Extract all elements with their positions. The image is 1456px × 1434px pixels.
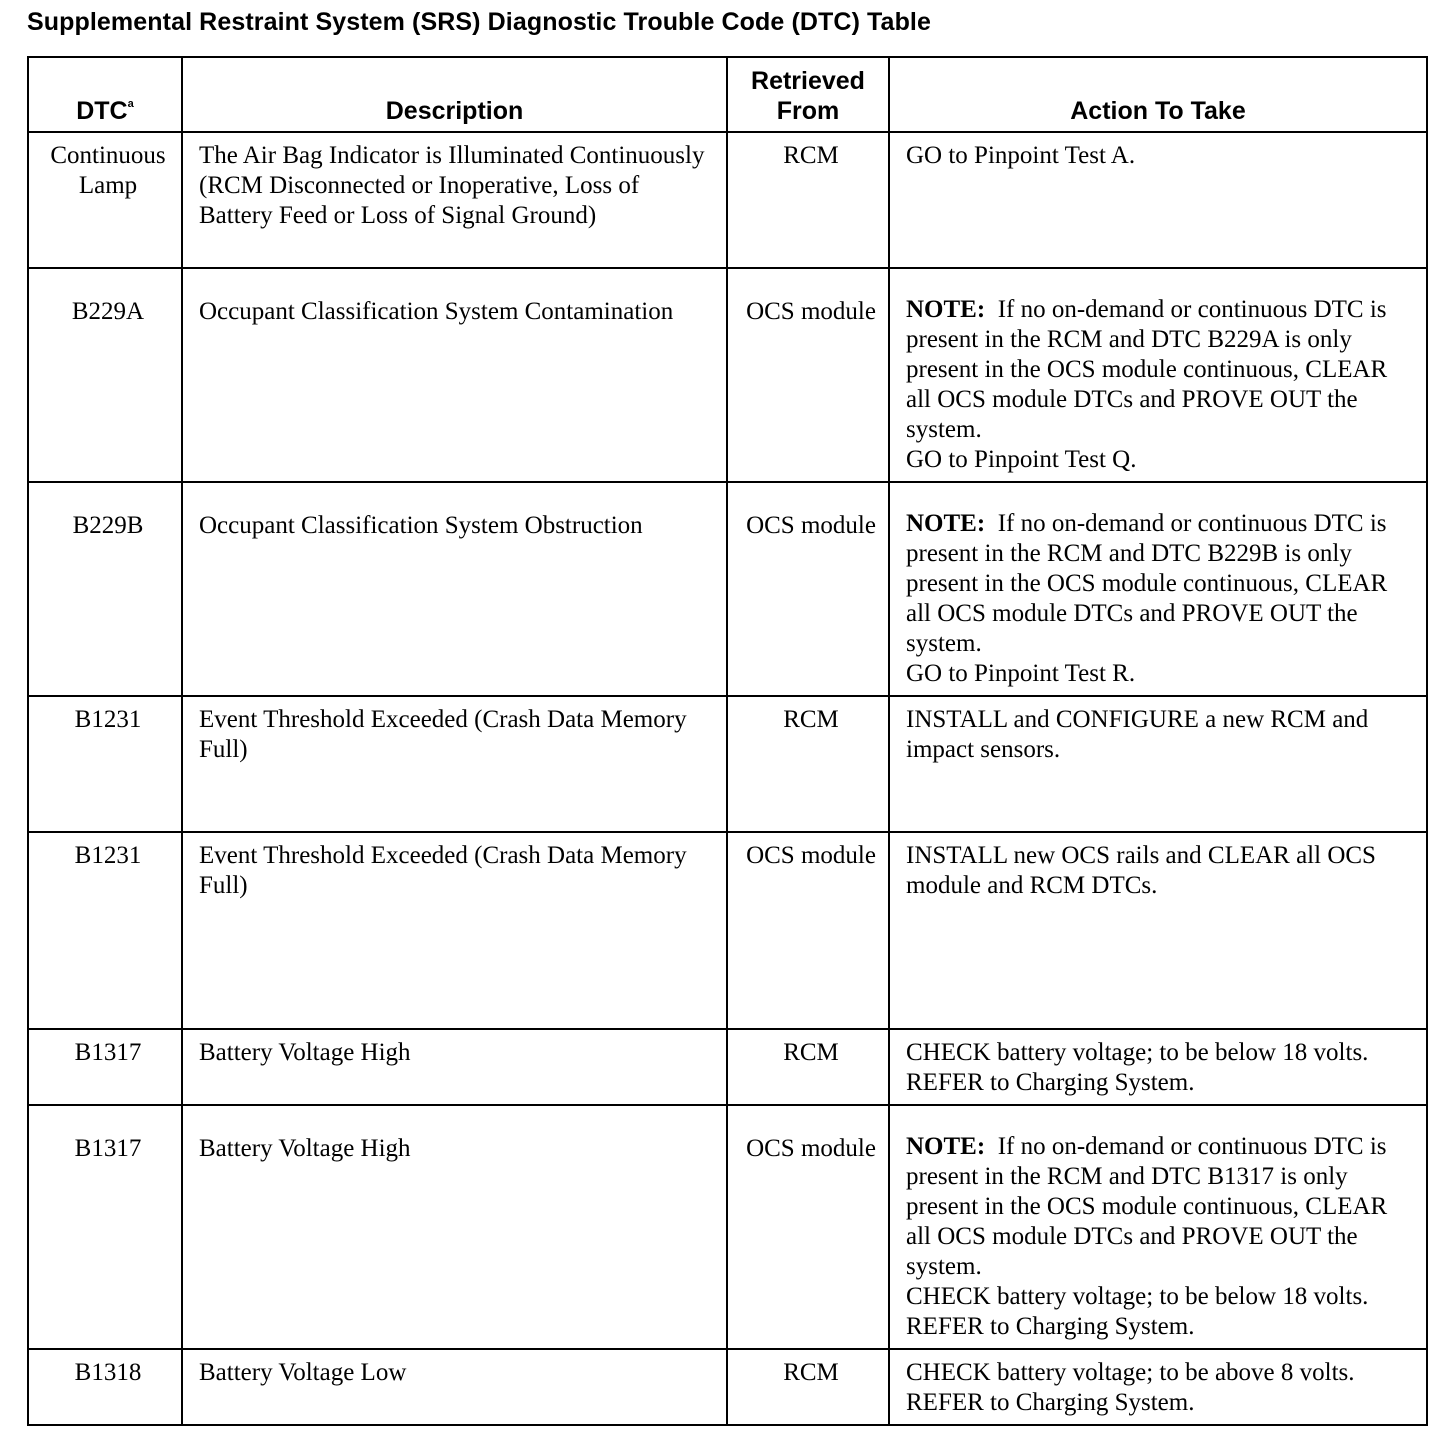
header-retrieved-from: Retrieved From <box>727 57 889 132</box>
dtc-table <box>27 56 1428 1426</box>
table-row <box>28 696 1427 832</box>
cell-retrieved-from: RCM <box>727 1029 889 1105</box>
action-note <box>906 1132 1416 1282</box>
cell-retrieved-from: OCS module <box>727 1105 889 1349</box>
cell-dtc: B1231 <box>28 696 182 832</box>
cell-description: Event Threshold Exceeded (Crash Data Memory Full) <box>182 696 727 832</box>
cell-description: Battery Voltage Low <box>182 1349 727 1425</box>
cell-action <box>889 696 1427 832</box>
page-title: Supplemental Restraint System (SRS) Diagnostic Trouble Code (DTC) Table <box>27 8 931 36</box>
cell-action <box>889 1029 1427 1105</box>
action-note <box>906 509 1416 659</box>
header-dtc <box>28 57 182 132</box>
note-label: NOTE: <box>906 510 986 537</box>
note-text: If no on-demand or continuous DTC is present in the RCM and DTC B1317 is only present in the OCS module continuous, CLEAR all OCS module DTCs and PROVE OUT the system. <box>906 1133 1388 1280</box>
note-label: NOTE: <box>906 1133 986 1160</box>
table-row <box>28 1349 1427 1425</box>
cell-action <box>889 482 1427 696</box>
cell-dtc: B1231 <box>28 832 182 1029</box>
header-description: Description <box>182 57 727 132</box>
cell-retrieved-from: RCM <box>727 132 889 268</box>
action-note <box>906 295 1416 445</box>
note-text: If no on-demand or continuous DTC is present in the RCM and DTC B229B is only present in the OCS module continuous, CLEAR all OCS module DTCs and PROVE OUT the system. <box>906 510 1388 657</box>
cell-dtc: B1317 <box>28 1029 182 1105</box>
header-dtc-footnote: a <box>127 98 134 110</box>
cell-retrieved-from: OCS module <box>727 832 889 1029</box>
cell-dtc: B1318 <box>28 1349 182 1425</box>
table-row <box>28 1029 1427 1105</box>
action-line: GO to Pinpoint Test Q. <box>906 446 1137 473</box>
table-row <box>28 132 1427 268</box>
action-line: CHECK battery voltage; to be above 8 volts. REFER to Charging System. <box>906 1359 1355 1416</box>
cell-description: Battery Voltage High <box>182 1105 727 1349</box>
cell-retrieved-from: RCM <box>727 696 889 832</box>
cell-dtc: B1317 <box>28 1105 182 1349</box>
cell-description: Occupant Classification System Obstruction <box>182 482 727 696</box>
header-dtc-label: DTC <box>76 97 128 125</box>
cell-action <box>889 132 1427 268</box>
cell-action <box>889 1349 1427 1425</box>
note-text: If no on-demand or continuous DTC is present in the RCM and DTC B229A is only present in the OCS module continuous, CLEAR all OCS module DTCs and PROVE OUT the system. <box>906 296 1388 443</box>
table-row <box>28 482 1427 696</box>
note-label: NOTE: <box>906 296 986 323</box>
action-line: CHECK battery voltage; to be below 18 volts. REFER to Charging System. <box>906 1283 1369 1340</box>
table-row <box>28 268 1427 482</box>
cell-description: Occupant Classification System Contamination <box>182 268 727 482</box>
cell-dtc: Continuous Lamp <box>28 132 182 268</box>
action-line: GO to Pinpoint Test R. <box>906 660 1136 687</box>
cell-retrieved-from: OCS module <box>727 268 889 482</box>
cell-description: The Air Bag Indicator is Illuminated Continuously (RCM Disconnected or Inoperative, Loss of Battery Feed or Loss of Signal Ground) <box>182 132 727 268</box>
header-action: Action To Take <box>889 57 1427 132</box>
cell-action <box>889 1105 1427 1349</box>
cell-description: Event Threshold Exceeded (Crash Data Memory Full) <box>182 832 727 1029</box>
cell-action <box>889 832 1427 1029</box>
table-header-row <box>28 57 1427 132</box>
action-line: GO to Pinpoint Test A. <box>906 142 1136 169</box>
table-row <box>28 832 1427 1029</box>
cell-description: Battery Voltage High <box>182 1029 727 1105</box>
cell-retrieved-from: RCM <box>727 1349 889 1425</box>
cell-dtc: B229B <box>28 482 182 696</box>
action-line: INSTALL new OCS rails and CLEAR all OCS module and RCM DTCs. <box>906 842 1376 899</box>
cell-dtc: B229A <box>28 268 182 482</box>
action-line: INSTALL and CONFIGURE a new RCM and impact sensors. <box>906 706 1369 763</box>
cell-action <box>889 268 1427 482</box>
table-row <box>28 1105 1427 1349</box>
cell-retrieved-from: OCS module <box>727 482 889 696</box>
action-line: CHECK battery voltage; to be below 18 volts. REFER to Charging System. <box>906 1039 1369 1096</box>
